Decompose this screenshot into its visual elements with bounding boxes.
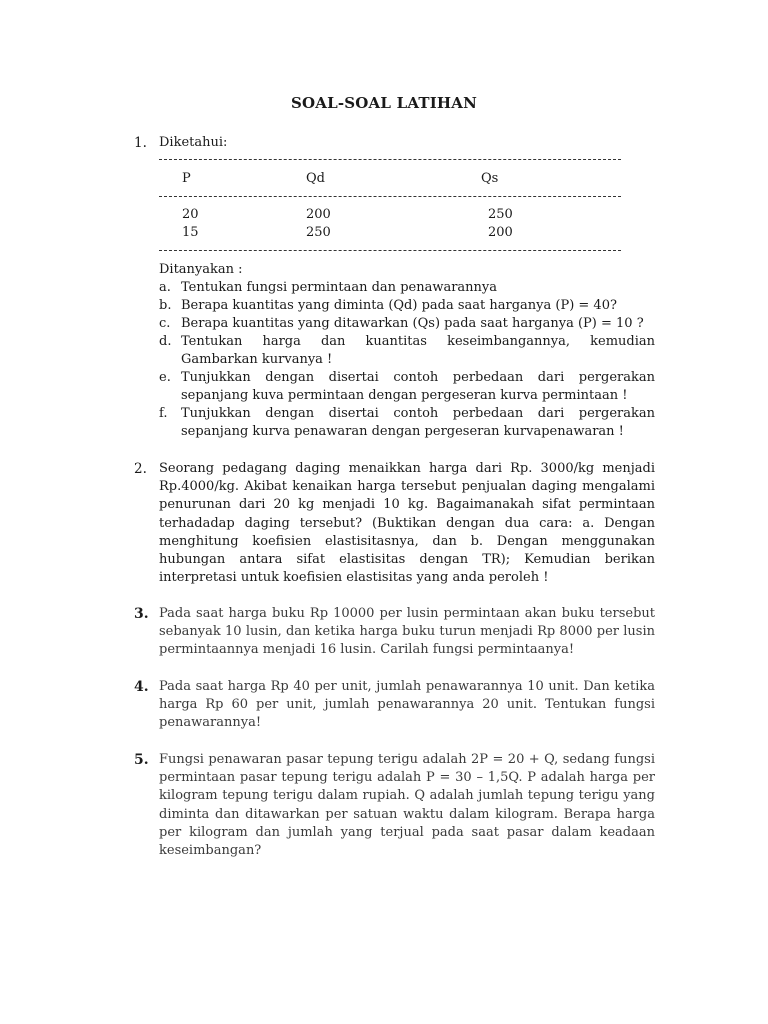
q2-text: Seorang pedagang daging menaikkan harga dari Rp. 3000/kg menjadi Rp.4000/kg. Akibat kenaikan harga tersebut penjualan daging mengalami penurunan dari 20 kg menjadi 10 kg. Bagaimanakah sifat permintaan terhadadap daging tersebut? (Buktikan dengan dua cara: a. Dengan menghitung koefisien elastisitasnya, dan b. Dengan menggunakan hubungan antara sifat elastisitas dengan TR); Kemudian berikan interpretasi untuk koefisien elastisitas yang anda peroleh ! <box>159 461 655 586</box>
q1-item-text: Tunjukkan dengan disertai contoh perbedaan dari pergerakan sepanjang kuva permintaan dengan pergeseran kurva permintaan ! <box>181 370 655 403</box>
q1-asked-label: Ditanyakan : <box>159 262 243 277</box>
q1-item-text: Tunjukkan dengan disertai contoh perbedaan dari pergerakan sepanjang kurva penawaran dengan pergeseran kurvapenawaran ! <box>181 406 655 439</box>
q1-intro: Diketahui: <box>159 135 228 150</box>
table-cell: 250 <box>306 225 331 240</box>
q1-number: 1. <box>134 135 147 151</box>
q4-number: 4. <box>134 679 149 695</box>
table-cell: 200 <box>306 207 331 222</box>
table-header-qd: Qd <box>306 171 325 186</box>
q1-item-text: Tentukan harga dan kuantitas keseimbangannya, kemudian Gambarkan kurvanya ! <box>181 334 655 367</box>
q2-number: 2. <box>134 461 147 477</box>
table-cell: 250 <box>488 207 513 222</box>
q1-item-letter: b. <box>159 298 172 313</box>
q1-item-letter: c. <box>159 316 171 331</box>
q1-item-text: Berapa kuantitas yang diminta (Qd) pada saat harganya (P) = 40? <box>181 298 617 313</box>
q4-text: Pada saat harga Rp 40 per unit, jumlah penawarannya 10 unit. Dan ketika harga Rp 60 per unit, jumlah penawarannya 20 unit. Tentukan fungsi penawarannya! <box>159 679 655 731</box>
table-cell: 15 <box>182 225 199 240</box>
q1-item-letter: d. <box>159 334 172 349</box>
q5-text: Fungsi penawaran pasar tepung terigu adalah 2P = 20 + Q, sedang fungsi permintaan pasar tepung terigu adalah P = 30 – 1,5Q. P adalah harga per kilogram tepung terigu dalam rupiah. Q adalah jumlah tepung terigu yang diminta dan ditawarkan per satuan waktu dalam kilogram. Berapa harga per kilogram dan jumlah yang terjual pada saat pasar dalam keadaan keseimbangan? <box>159 752 655 859</box>
table-bottom-divider <box>159 250 621 251</box>
q3-number: 3. <box>134 606 149 622</box>
q1-item-text: Berapa kuantitas yang ditawarkan (Qs) pada saat harganya (P) = 10 ? <box>181 316 644 331</box>
q3-text: Pada saat harga buku Rp 10000 per lusin permintaan akan buku tersebut sebanyak 10 lusin, dan ketika harga buku turun menjadi Rp 8000 per lusin permintaannya menjadi 16 lusin. Carilah fungsi permintaanya! <box>159 606 655 658</box>
table-header-qs: Qs <box>481 171 499 186</box>
table-header-p: P <box>182 171 191 186</box>
q5-number: 5. <box>134 752 149 768</box>
q1-item-letter: f. <box>159 406 168 421</box>
table-cell: 200 <box>488 225 513 240</box>
q1-item-letter: e. <box>159 370 171 385</box>
q1-item-letter: a. <box>159 280 171 295</box>
table-top-divider <box>159 159 621 160</box>
q1-item-text: Tentukan fungsi permintaan dan penawarannya <box>181 280 498 295</box>
table-cell: 20 <box>182 207 199 222</box>
table-header-divider <box>159 196 621 197</box>
page-title: SOAL-SOAL LATIHAN <box>290 94 478 112</box>
